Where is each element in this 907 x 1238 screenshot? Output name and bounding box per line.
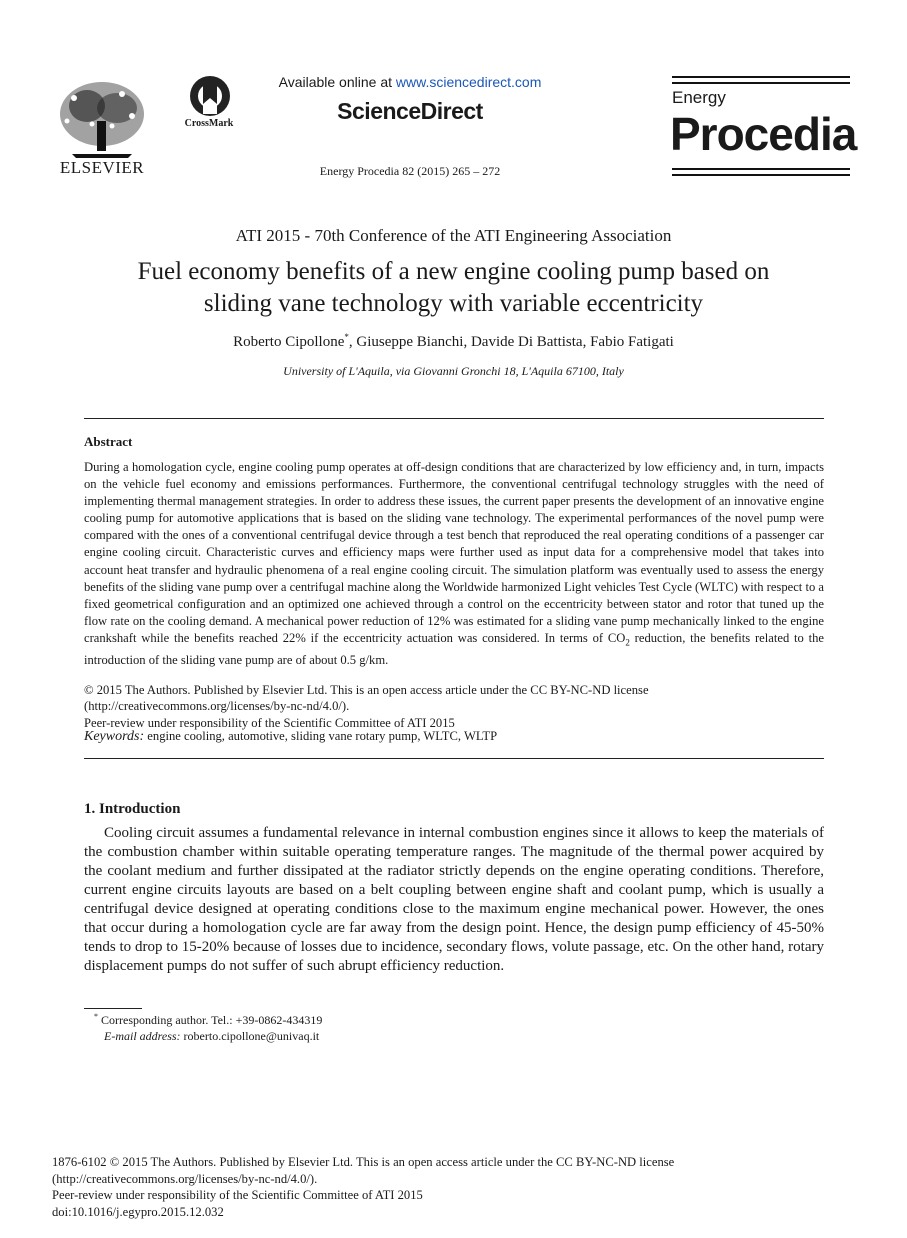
keywords-list: engine cooling, automotive, sliding vane rotary pump, WLTC, WLTP (144, 729, 498, 743)
journal-logo-rule (672, 82, 850, 84)
journal-reference: Energy Procedia 82 (2015) 265 – 272 (319, 164, 501, 178)
footer-notice (52, 1154, 872, 1220)
license-link[interactable]: (http://creativecommons.org/licenses/by-nc-nd/4.0/). (84, 699, 350, 713)
abstract-heading: Abstract (84, 434, 133, 449)
footer-license-link[interactable]: (http://creativecommons.org/licenses/by-nc-nd/4.0/). (52, 1171, 318, 1186)
footnote-phone: Corresponding author. Tel.: +39-0862-434319 (98, 1013, 323, 1027)
keywords-label: Keywords: (84, 729, 145, 744)
footnote-corresponding (94, 1012, 322, 1028)
corresponding-author: Roberto Cipollone (233, 334, 345, 350)
paper-title-line: sliding vane technology with variable eccentricity (203, 290, 704, 317)
abstract-text: During a homologation cycle, engine cooling pump operates at off-design conditions that are characterized by low efficiency and, in turn, impacts on the vehicle fuel economy and emissions performances. Furthermore, the conventional centrifugal technology struggles with the need of implementing thermal management strategies. In order to address these issues, the current paper presents the development of an innovative engine cooling pump for automotive applications that is based on the sliding vane technology. The experimental performances of the novel pump were compared with the ones of a conventional centrifugal device through a test bench that reproduced the real operating conditions of a passenger car engine cooling circuit. Characteristic curves and efficiency maps were further used as input data for a comprehensive model that takes into account heat transfer and hydraulic phenomena of a real engine cooling circuit. The simulation platform was eventually used to assess the energy benefits of the sliding vane pump over a centrifugal machine along the Worldwide harmonized Light vehicles Test Cycle (WLTC) with respect to a fixed geometrical configuration and an optimized one achieved through a control on the eccentricity between stator and rotor that tuned up the flow rate on the cooling demand. A mechanical power reduction of 12% was estimated for a sliding vane pump mechanically linked to the engine crankshaft while the benefits reached 22% if the eccentricity actuation was considered. In terms of CO (84, 460, 824, 645)
sciencedirect-link[interactable]: www.sciencedirect.com (395, 74, 542, 90)
paper-title (60, 256, 847, 320)
available-prefix: Available online at (278, 74, 396, 90)
keywords (84, 729, 824, 744)
crossmark-label: CrossMark (184, 118, 234, 129)
section-divider (84, 418, 824, 419)
abstract-text-end: reduction, the benefits related to the introduction of the sliding vane pump are of about 0.5 g/km. (84, 630, 824, 667)
affiliation: University of L'Aquila, via Giovanni Gronchi 18, L'Aquila 67100, Italy (283, 364, 624, 378)
footnote-mark: * (94, 1012, 98, 1021)
footer-peer-review: Peer-review under responsibility of the Scientific Committee of ATI 2015 (52, 1188, 423, 1202)
paper-title-line: Fuel economy benefits of a new engine cooling pump based on (137, 258, 770, 285)
journal-logo-rule (672, 168, 850, 170)
section-divider (84, 758, 824, 759)
journal-logo-procedia: Procedia (670, 108, 857, 160)
footnote-email (104, 1029, 319, 1044)
email-label: E-mail address: (104, 1029, 181, 1043)
peer-review-note: Peer-review under responsibility of the Scientific Committee of ATI 2015 (84, 716, 455, 730)
abstract-body (84, 459, 824, 669)
author-footnote-mark: * (344, 332, 349, 342)
journal-logo-rule (672, 174, 850, 176)
introduction-heading: 1. Introduction (84, 801, 181, 817)
journal-logo-rule (672, 76, 850, 78)
co2-subscript: 2 (625, 637, 630, 648)
copyright-notice (84, 682, 824, 714)
journal-logo-energy: Energy (672, 88, 726, 107)
elsevier-wordmark: ELSEVIER (59, 158, 145, 177)
sciencedirect-wordmark: ScienceDirect (337, 98, 483, 124)
copyright-line: © 2015 The Authors. Published by Elsevier Ltd. This is an open access article under the CC BY-NC-ND license (84, 683, 649, 697)
other-authors: , Giuseppe Bianchi, Davide Di Battista, Fabio Fatigati (348, 334, 674, 350)
footnote-rule (84, 1008, 142, 1009)
footer-issn-license: 1876-6102 © 2015 The Authors. Published by Elsevier Ltd. This is an open access article under the CC BY-NC-ND license (52, 1155, 675, 1169)
available-online (220, 74, 600, 90)
introduction-body: Cooling circuit assumes a fundamental relevance in internal combustion engines since it allows to keep the materials of the combustion chamber within suitable operating temperature ranges. The magnitude of the thermal power acquired by the coolant medium and further dissipated at the radiator strictly depends on the engine operating conditions. Therefore, current engine circuits layouts are based on a belt coupling between engine shaft and coolant pump, which is usually a centrifugal device designed at operating conditions close to the maximum engine mechanical power. However, the ones that occur during a homologation cycle are far away from the design point. Hence, the design pump efficiency of 45-50% tends to drop to 15-20% because of losses due to incidence, secondary flows, volute passage, etc. On the other hand, rotary displacement pumps do not suffer of such abrupt efficiency reduction. (84, 825, 824, 974)
author-list (0, 332, 907, 351)
conference-name: ATI 2015 - 70th Conference of the ATI Engineering Association (235, 226, 672, 245)
email-address[interactable]: roberto.cipollone@univaq.it (180, 1029, 320, 1043)
footer-doi[interactable]: doi:10.1016/j.egypro.2015.12.032 (52, 1204, 224, 1219)
